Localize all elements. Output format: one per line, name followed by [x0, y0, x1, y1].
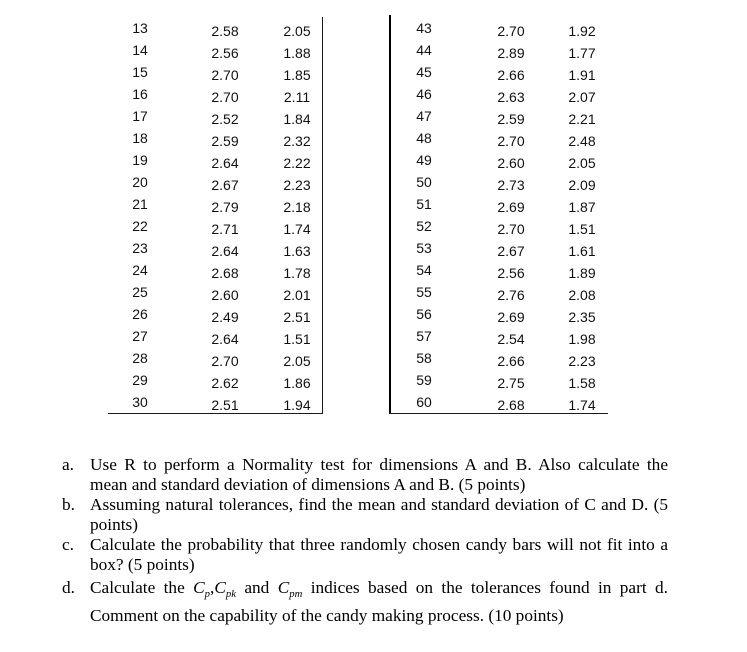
table-row	[108, 129, 322, 151]
table-row	[390, 151, 608, 173]
table-row	[108, 305, 322, 327]
table-row	[108, 173, 322, 195]
table-row	[390, 129, 608, 151]
table-row	[390, 217, 608, 239]
table-row	[108, 349, 322, 371]
row-number: 45	[416, 64, 432, 80]
value-1: 2.49	[211, 309, 239, 325]
value-1: 2.59	[211, 133, 239, 149]
table-row	[108, 85, 322, 107]
row-number: 47	[416, 108, 432, 124]
row-number: 50	[416, 174, 432, 190]
question-text-line: Use R to perform a Normality test for dimensions A and B. Also calculate the	[90, 455, 668, 474]
value-2: 1.58	[568, 375, 596, 391]
comma: ,	[210, 578, 215, 597]
question-line	[62, 555, 668, 575]
row-number: 16	[132, 86, 148, 102]
row-number: 44	[416, 42, 432, 58]
symbol-subscript: pk	[225, 587, 236, 600]
row-number: 43	[416, 20, 432, 36]
row-number: 48	[416, 130, 432, 146]
row-number: 53	[416, 240, 432, 256]
table-row	[108, 19, 322, 41]
question-label: c.	[62, 535, 74, 554]
text-segment: Calculate the	[90, 578, 185, 597]
value-2: 1.91	[568, 67, 596, 83]
value-1: 2.70	[497, 133, 525, 149]
question-d	[62, 575, 668, 626]
row-number: 26	[132, 306, 148, 322]
table-row	[108, 261, 322, 283]
question-text-line: Assuming natural tolerances, find the mean and standard deviation of C and D. (5	[90, 495, 668, 514]
row-number: 17	[132, 108, 148, 124]
cp-symbol	[193, 578, 210, 600]
value-2: 2.05	[568, 155, 596, 171]
question-line	[62, 455, 668, 475]
value-1: 2.71	[211, 221, 239, 237]
table-row	[108, 371, 322, 393]
value-1: 2.70	[497, 23, 525, 39]
row-number: 56	[416, 306, 432, 322]
column-divider	[322, 17, 323, 414]
table-row	[108, 63, 322, 85]
cpk-symbol	[214, 578, 236, 600]
table-row	[390, 393, 608, 415]
value-2: 1.94	[283, 397, 311, 413]
value-2: 1.86	[283, 375, 311, 391]
row-number: 21	[132, 196, 148, 212]
question-line	[62, 515, 668, 535]
table-row	[390, 19, 608, 41]
value-1: 2.52	[211, 111, 239, 127]
value-1: 2.64	[211, 155, 239, 171]
value-2: 1.61	[568, 243, 596, 259]
symbol-subscript: p	[204, 587, 210, 600]
table-row	[390, 85, 608, 107]
table-row	[390, 349, 608, 371]
value-1: 2.67	[497, 243, 525, 259]
table-row	[108, 41, 322, 63]
value-2: 1.74	[568, 397, 596, 413]
value-2: 2.05	[283, 23, 311, 39]
table-row	[390, 261, 608, 283]
question-label: a.	[62, 455, 74, 474]
question-b	[62, 495, 668, 535]
value-2: 2.48	[568, 133, 596, 149]
table-row	[108, 151, 322, 173]
value-1: 2.66	[497, 67, 525, 83]
table-row	[108, 327, 322, 349]
symbol-base: C	[214, 578, 226, 597]
value-2: 1.78	[283, 265, 311, 281]
question-line	[62, 495, 668, 515]
value-2: 2.23	[568, 353, 596, 369]
value-2: 2.05	[283, 353, 311, 369]
value-1: 2.68	[211, 265, 239, 281]
value-1: 2.64	[211, 243, 239, 259]
value-1: 2.68	[497, 397, 525, 413]
row-number: 51	[416, 196, 432, 212]
table-row	[390, 173, 608, 195]
value-2: 1.74	[283, 221, 311, 237]
value-1: 2.79	[211, 199, 239, 215]
value-1: 2.54	[497, 331, 525, 347]
value-1: 2.67	[211, 177, 239, 193]
question-text-line: points)	[90, 515, 139, 534]
table-row	[108, 239, 322, 261]
table-bottom-border	[108, 413, 323, 414]
table-row	[390, 305, 608, 327]
value-2: 2.09	[568, 177, 596, 193]
value-1: 2.60	[211, 287, 239, 303]
row-number: 27	[132, 328, 148, 344]
value-2: 2.07	[568, 89, 596, 105]
table-bottom-border	[390, 413, 608, 414]
value-1: 2.56	[211, 45, 239, 61]
value-2: 1.85	[283, 67, 311, 83]
row-number: 30	[132, 394, 148, 410]
value-1: 2.58	[211, 23, 239, 39]
table-row	[390, 239, 608, 261]
value-1: 2.89	[497, 45, 525, 61]
row-number: 20	[132, 174, 148, 190]
table-row	[108, 217, 322, 239]
value-2: 2.23	[283, 177, 311, 193]
question-a	[62, 455, 668, 495]
row-number: 55	[416, 284, 432, 300]
row-number: 46	[416, 86, 432, 102]
symbol-base: C	[277, 578, 290, 597]
value-1: 2.75	[497, 375, 525, 391]
table-row	[390, 371, 608, 393]
value-1: 2.51	[211, 397, 239, 413]
cpm-symbol	[277, 578, 303, 600]
value-1: 2.70	[211, 89, 239, 105]
row-number: 60	[416, 394, 432, 410]
row-number: 22	[132, 218, 148, 234]
value-2: 1.51	[283, 331, 311, 347]
value-1: 2.63	[497, 89, 525, 105]
text-segment: and	[244, 578, 270, 597]
row-number: 49	[416, 152, 432, 168]
value-1: 2.62	[211, 375, 239, 391]
table-row	[390, 63, 608, 85]
row-number: 14	[132, 42, 148, 58]
value-1: 2.64	[211, 331, 239, 347]
table-row	[108, 107, 322, 129]
table-row	[390, 327, 608, 349]
value-2: 2.18	[283, 199, 311, 215]
row-number: 28	[132, 350, 148, 366]
row-number: 29	[132, 372, 148, 388]
question-list	[62, 455, 668, 626]
data-table-left	[108, 19, 322, 415]
value-2: 2.51	[283, 309, 311, 325]
question-text-line: mean and standard deviation of dimensions A and B. (5 points)	[90, 475, 526, 494]
row-number: 24	[132, 262, 148, 278]
row-number: 58	[416, 350, 432, 366]
question-line	[62, 606, 668, 626]
row-number: 19	[132, 152, 148, 168]
table-divider	[389, 15, 391, 414]
value-1: 2.56	[497, 265, 525, 281]
row-number: 52	[416, 218, 432, 234]
question-line	[62, 535, 668, 555]
value-2: 1.98	[568, 331, 596, 347]
value-2: 1.63	[283, 243, 311, 259]
question-text-line: Calculate the probability that three randomly chosen candy bars will not fit into a	[90, 535, 668, 554]
table-row	[108, 393, 322, 415]
row-number: 57	[416, 328, 432, 344]
question-label: b.	[62, 495, 75, 514]
value-2: 1.92	[568, 23, 596, 39]
value-1: 2.70	[211, 353, 239, 369]
table-row	[390, 195, 608, 217]
question-line	[62, 475, 668, 495]
question-label: d.	[62, 578, 75, 597]
data-table-right	[390, 19, 608, 415]
row-number: 13	[132, 20, 148, 36]
value-2: 1.89	[568, 265, 596, 281]
row-number: 18	[132, 130, 148, 146]
value-2: 2.21	[568, 111, 596, 127]
value-2: 2.08	[568, 287, 596, 303]
value-2: 2.32	[283, 133, 311, 149]
value-2: 2.01	[283, 287, 311, 303]
question-text-line: box? (5 points)	[90, 555, 195, 574]
table-row	[390, 107, 608, 129]
symbol-base: C	[193, 578, 205, 597]
value-1: 2.70	[211, 67, 239, 83]
question-text-line	[90, 575, 668, 601]
value-2: 1.84	[283, 111, 311, 127]
value-1: 2.73	[497, 177, 525, 193]
value-2: 1.51	[568, 221, 596, 237]
question-line	[62, 575, 668, 601]
value-1: 2.76	[497, 287, 525, 303]
table-row	[390, 283, 608, 305]
text-segment: indices based on the tolerances found in part d.	[310, 578, 668, 597]
row-number: 54	[416, 262, 432, 278]
value-2: 1.87	[568, 199, 596, 215]
row-number: 25	[132, 284, 148, 300]
row-number: 15	[132, 64, 148, 80]
value-1: 2.70	[497, 221, 525, 237]
row-number: 59	[416, 372, 432, 388]
value-1: 2.69	[497, 199, 525, 215]
value-1: 2.69	[497, 309, 525, 325]
symbol-subscript: pm	[289, 587, 303, 600]
value-2: 2.35	[568, 309, 596, 325]
table-row	[108, 283, 322, 305]
value-2: 1.88	[283, 45, 311, 61]
value-2: 2.11	[283, 89, 311, 105]
question-text-line: Comment on the capability of the candy making process. (10 points)	[90, 606, 564, 625]
table-row	[390, 41, 608, 63]
value-2: 2.22	[283, 155, 311, 171]
value-1: 2.59	[497, 111, 525, 127]
question-c	[62, 535, 668, 575]
value-1: 2.66	[497, 353, 525, 369]
row-number: 23	[132, 240, 148, 256]
value-2: 1.77	[568, 45, 596, 61]
value-1: 2.60	[497, 155, 525, 171]
table-row	[108, 195, 322, 217]
